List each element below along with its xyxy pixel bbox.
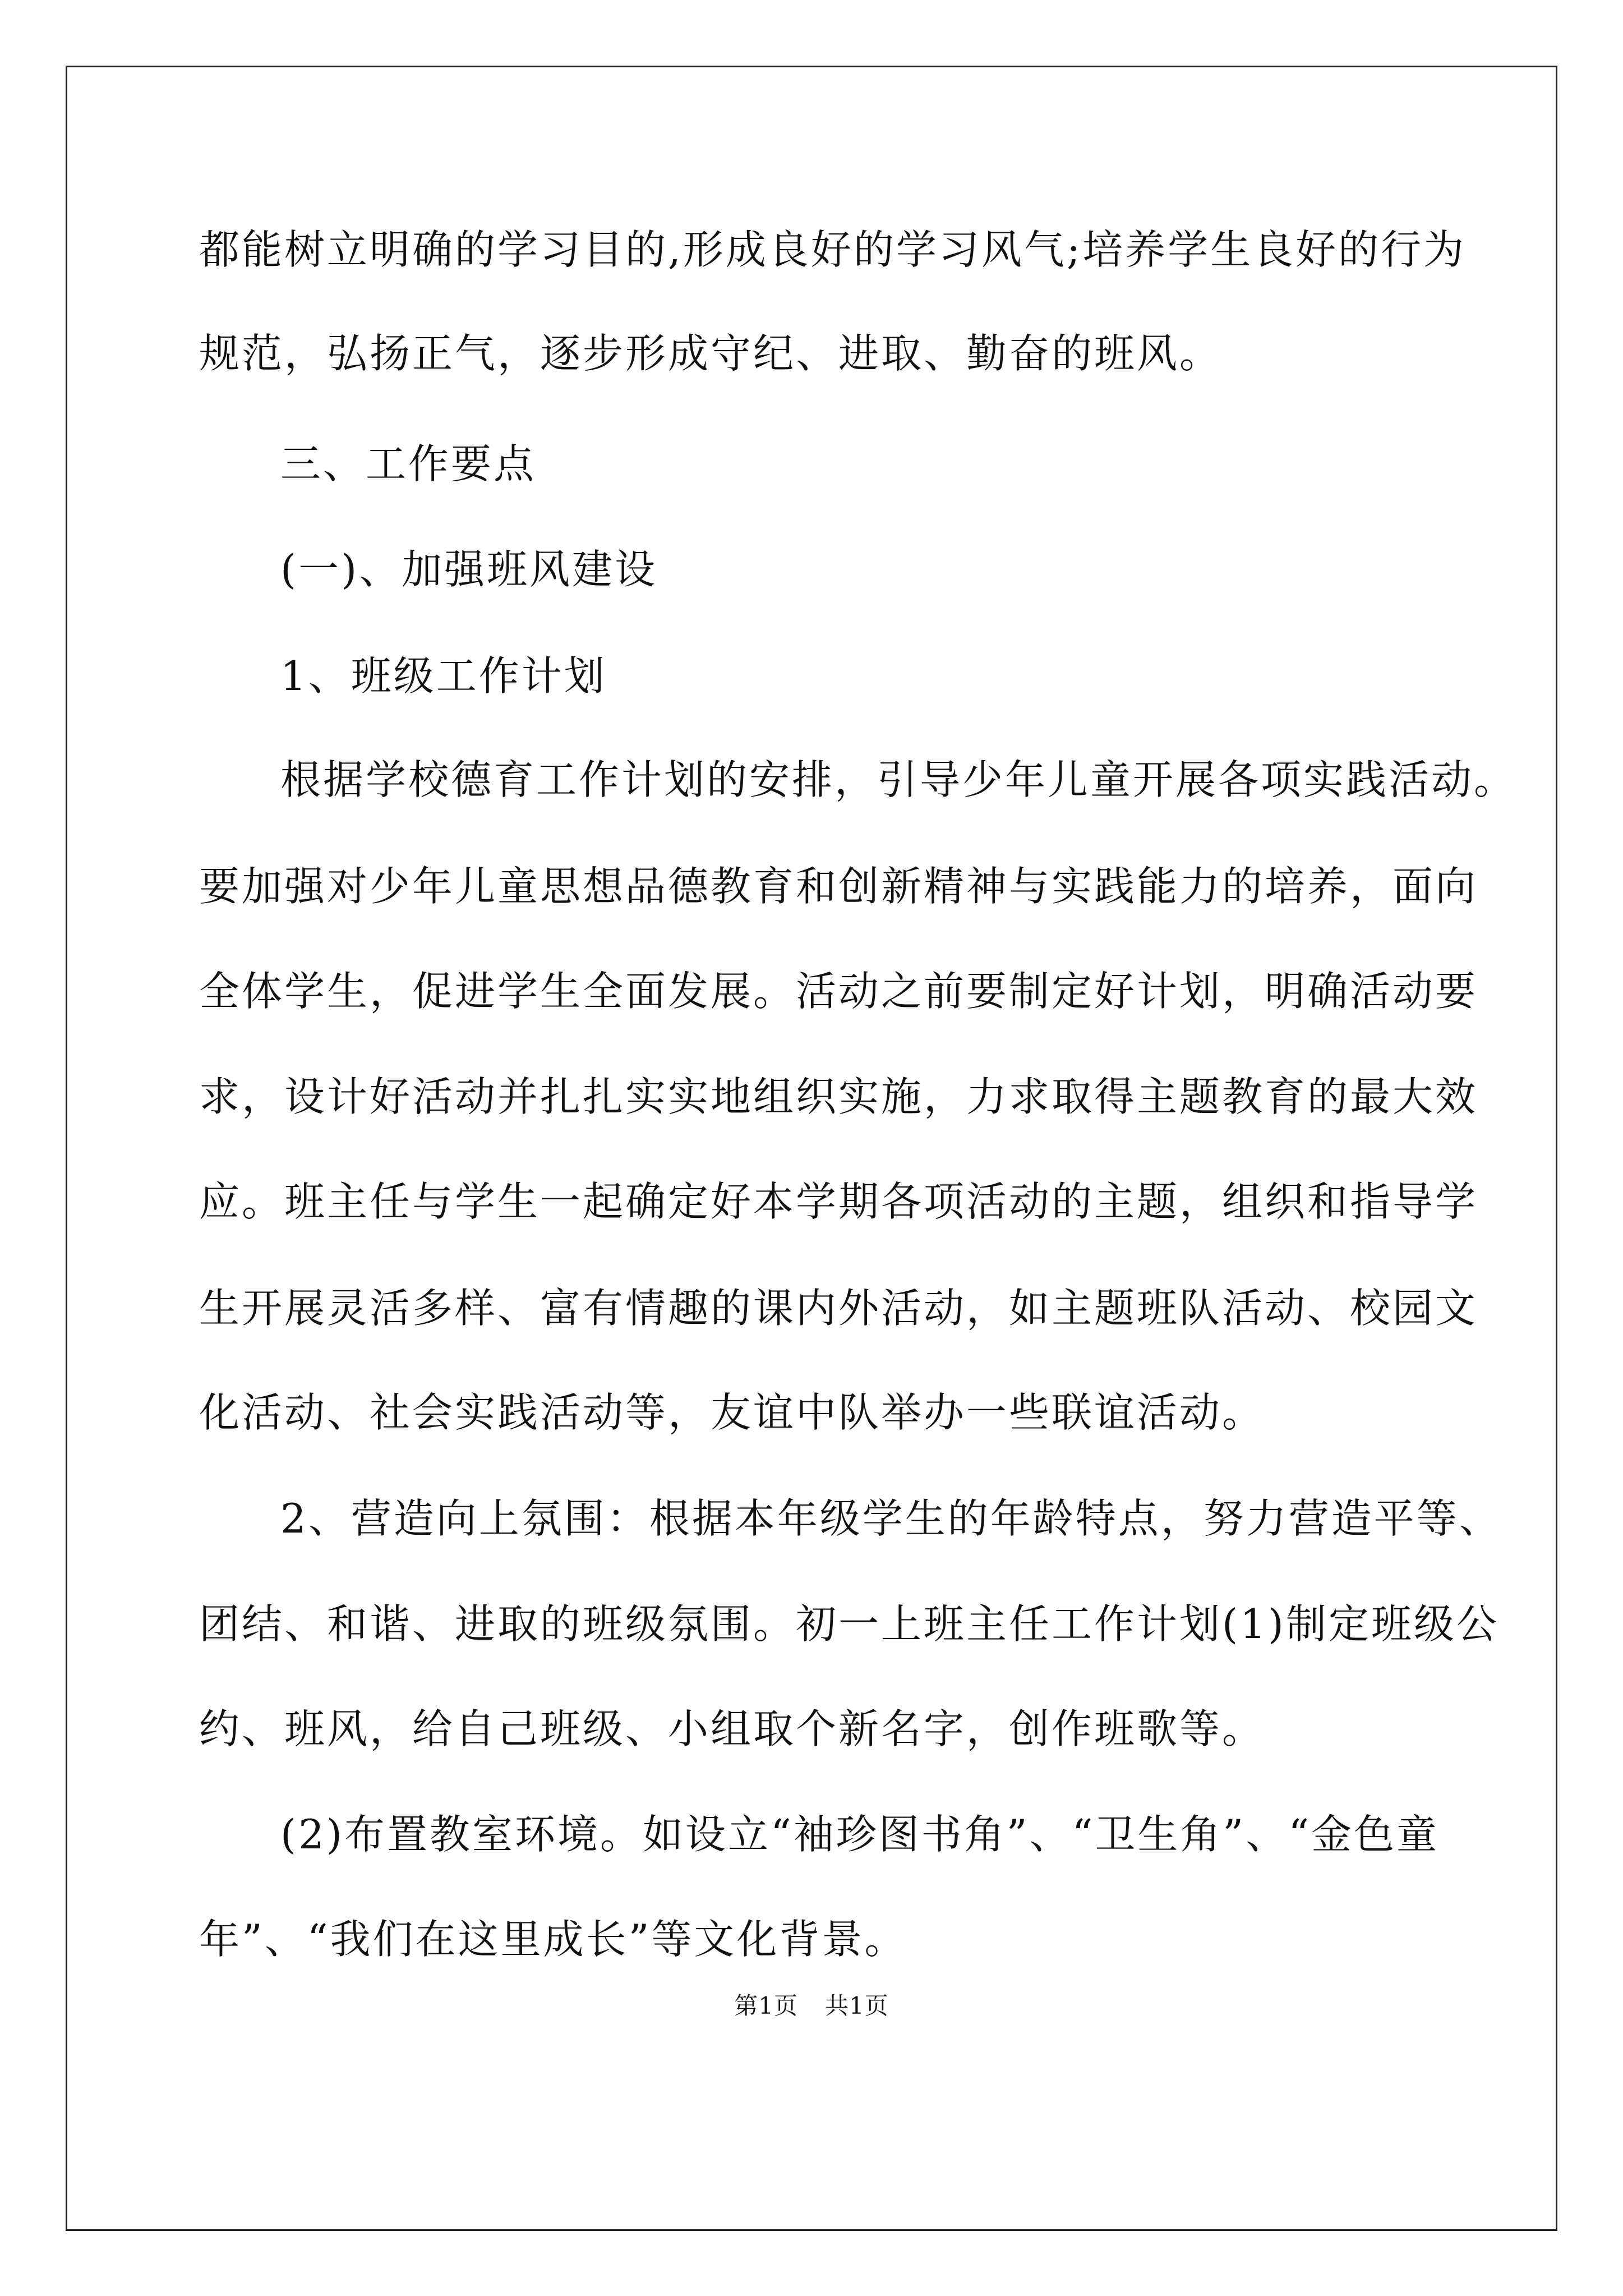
- body-line-7: 要加强对少年儿童思想品德教育和创新精神与实践能力的培养，面向: [199, 863, 1478, 910]
- body-line-11: 生开展灵活多样、富有情趣的课内外活动，如主题班队活动、校园文: [199, 1285, 1478, 1332]
- item-heading-1: 1、班级工作计划: [280, 652, 607, 700]
- body-line-17: 年”、“我们在这里成长”等文化背景。: [199, 1916, 907, 1963]
- page-border: [66, 66, 1557, 2231]
- page-number-label: 第1页: [734, 1992, 798, 2019]
- body-line-10: 应。班主任与学生一起确定好本学期各项活动的主题，组织和指导学: [199, 1178, 1478, 1225]
- body-line-1: 都能树立明确的学习目的,形成良好的学习风气;培养学生良好的行为: [199, 226, 1467, 273]
- body-line-14: 团结、和谐、进取的班级氛围。初一上班主任工作计划(1)制定班级公: [199, 1600, 1499, 1648]
- body-line-12: 化活动、社会实践活动等，友谊中队举办一些联谊活动。: [199, 1389, 1265, 1436]
- body-line-6: 根据学校德育工作计划的安排，引导少年儿童开展各项实践活动。: [280, 756, 1517, 803]
- body-line-8: 全体学生，促进学生全面发展。活动之前要制定好计划，明确活动要: [199, 968, 1478, 1015]
- body-line-15: 约、班风，给自己班级、小组取个新名字，创作班歌等。: [199, 1705, 1265, 1752]
- body-line-2: 规范，弘扬正气，逐步形成守纪、进取、勤奋的班风。: [199, 330, 1223, 377]
- page-footer: [0, 1990, 1623, 2022]
- body-line-16: (2)布置教室环境。如设立“袖珍图书角”、“卫生角”、“金色童: [280, 1811, 1440, 1858]
- body-line-13: 2、营造向上氛围：根据本年级学生的年龄特点，努力营造平等、: [280, 1495, 1502, 1542]
- page-total-label: 共1页: [825, 1992, 889, 2019]
- subsection-heading: (一)、加强班风建设: [280, 546, 658, 593]
- body-line-9: 求，设计好活动并扎扎实实地组织实施，力求取得主题教育的最大效: [199, 1073, 1478, 1120]
- section-heading: 三、工作要点: [280, 440, 537, 487]
